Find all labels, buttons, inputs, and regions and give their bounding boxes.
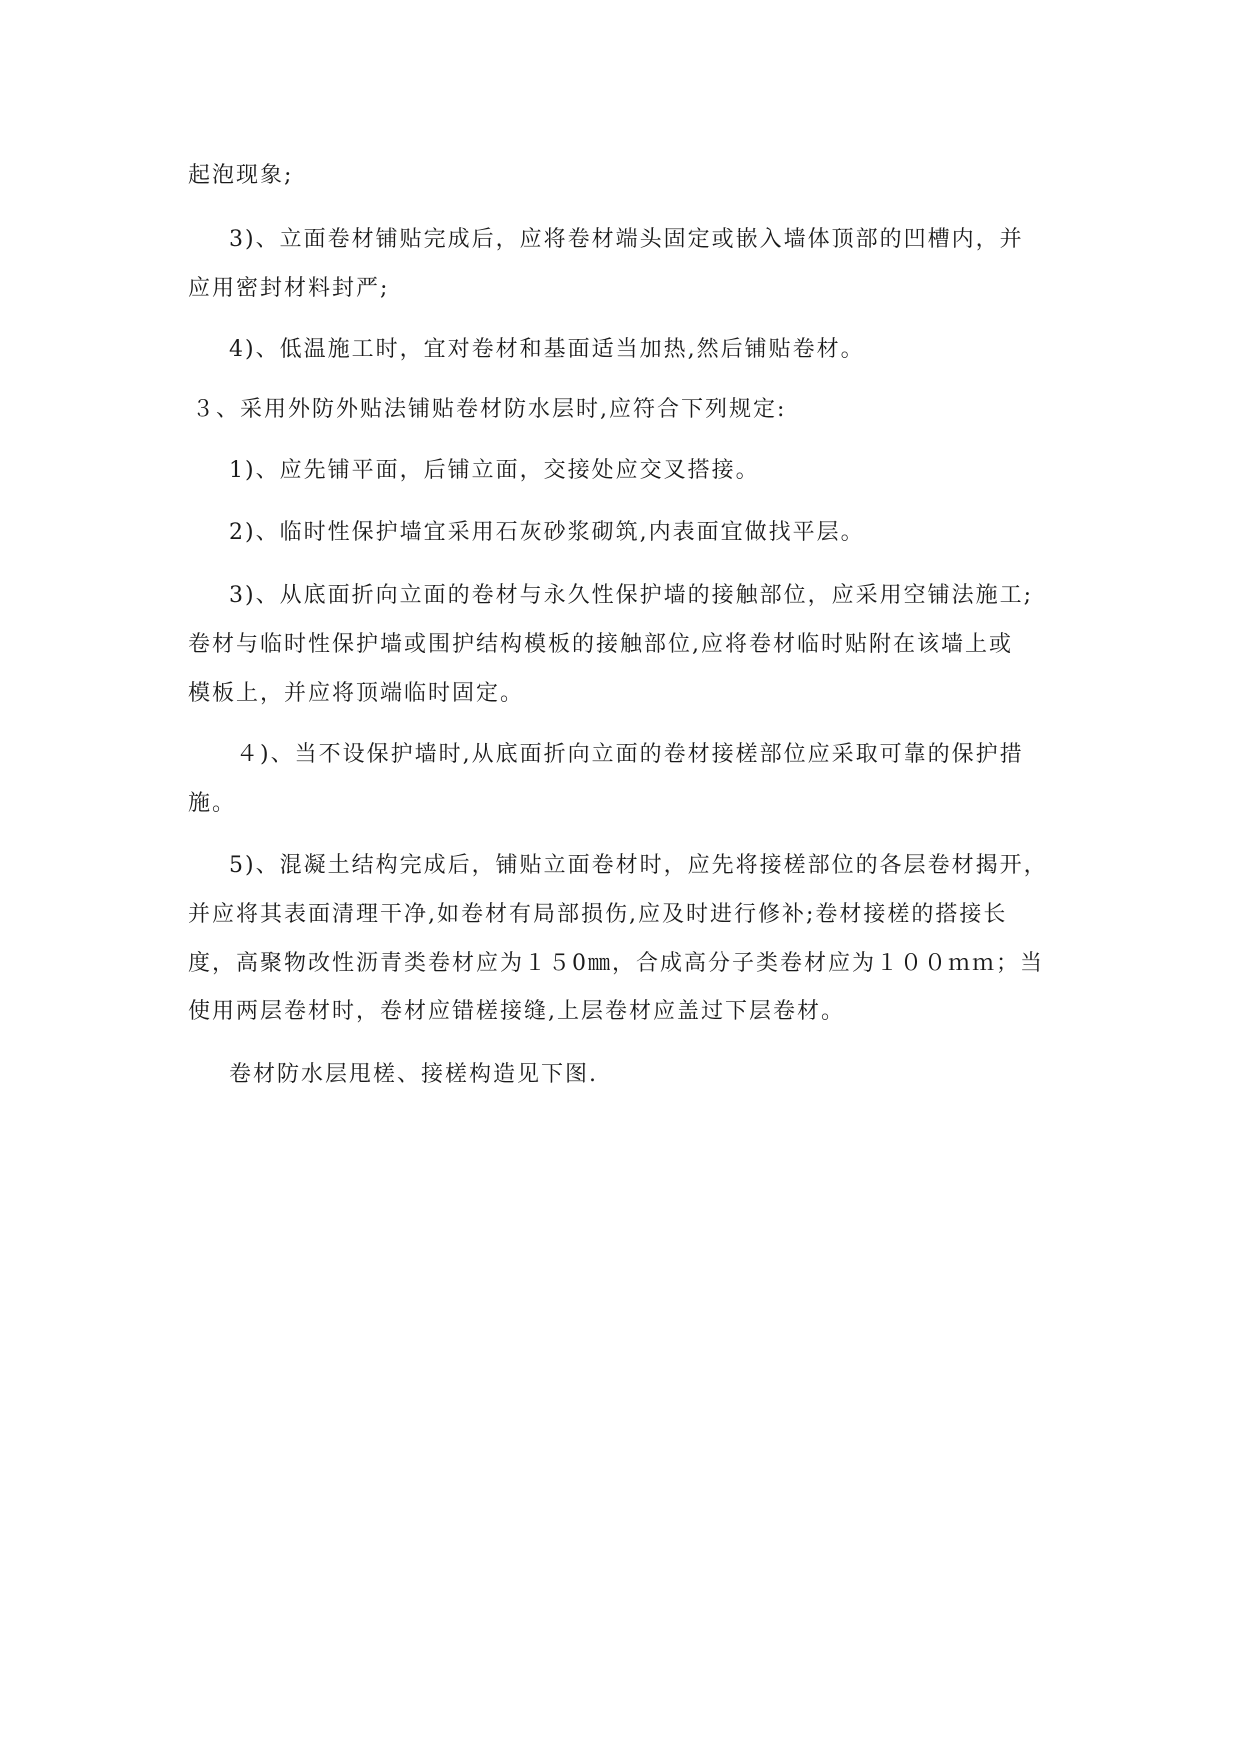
section-3-item-3-line-3: 模板上，并应将顶端临时固定。 — [188, 681, 525, 706]
section-3-item-5-line-3: 度，高聚物改性沥青类卷材应为１５0㎜，合成高分子类卷材应为１００ｍｍ；当 — [188, 951, 1044, 976]
section-3-item-3-line-1: 3)、从底面折向立面的卷材与永久性保护墙的接触部位，应采用空铺法施工; — [229, 583, 1033, 608]
section-3-heading: ３、采用外防外贴法铺贴卷材防水层时,应符合下列规定: — [192, 397, 787, 422]
section-3-item-5-line-1: 5)、混凝土结构完成后，铺贴立面卷材时，应先将接槎部位的各层卷材揭开， — [229, 853, 1048, 878]
section-3-item-4-line-2: 施。 — [188, 791, 237, 816]
figure-reference-note: 卷材防水层甩槎、接槎构造见下图. — [229, 1062, 598, 1087]
paragraph-continuation-line: 起泡现象; — [188, 163, 294, 188]
list-item-3-line-2: 应用密封材料封严; — [188, 276, 390, 301]
section-3-item-3-line-2: 卷材与临时性保护墙或围护结构模板的接触部位,应将卷材临时贴附在该墙上或 — [188, 632, 1013, 657]
section-3-item-2: 2)、临时性保护墙宜采用石灰砂浆砌筑,内表面宜做找平层。 — [229, 520, 865, 545]
section-3-item-4-line-1: ４)、当不设保护墙时,从底面折向立面的卷材接槎部位应采取可靠的保护措 — [236, 742, 1024, 767]
section-3-item-5-line-4: 使用两层卷材时，卷材应错槎接缝,上层卷材应盖过下层卷材。 — [188, 999, 845, 1024]
list-item-3-line-1: 3)、立面卷材铺贴完成后，应将卷材端头固定或嵌入墙体顶部的凹槽内，并 — [229, 227, 1024, 252]
section-3-item-5-line-2: 并应将其表面清理干净,如卷材有局部损伤,应及时进行修补;卷材接槎的搭接长 — [188, 902, 1008, 927]
section-3-item-1: 1)、应先铺平面，后铺立面，交接处应交叉搭接。 — [229, 458, 760, 483]
list-item-4: 4)、低温施工时，宜对卷材和基面适当加热,然后铺贴卷材。 — [229, 337, 865, 362]
